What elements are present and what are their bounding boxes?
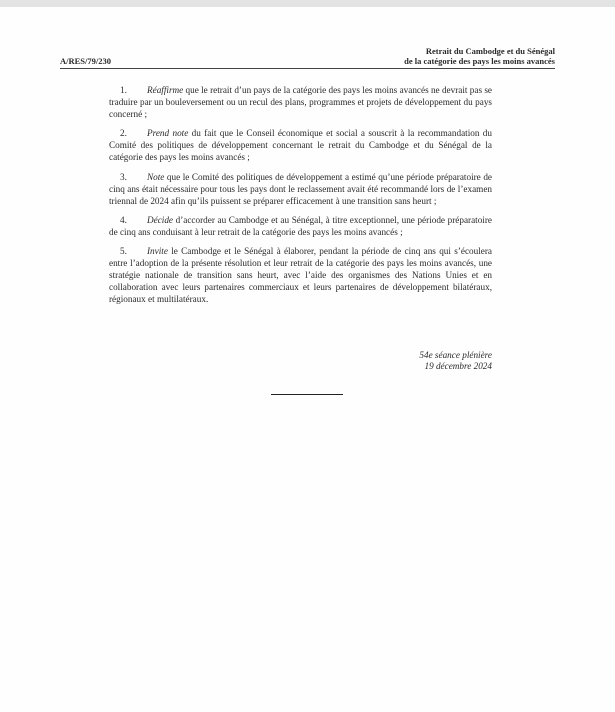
paragraph-2 [109,127,492,163]
signoff [419,350,492,372]
top-bar [0,0,615,7]
operative-verb: Décide [147,214,174,225]
paragraph-text: que le retrait d’un pays de la catégorie des pays les moins avancés ne devrait pas se traduire par un bouleversement ou un recul des plans, programmes et projets de développement du pays concerné ; [109,85,492,120]
paragraph-1 [109,84,492,120]
operative-verb: Note [147,171,165,182]
date-label: 19 décembre 2024 [424,361,492,371]
paragraph-3 [109,171,492,207]
paragraph-number: 4. [120,214,127,225]
document-header [60,45,555,69]
paragraph-text: que le Comité des politiques de développement a estimé qu’une période préparatoire de cinq ans était nécessaire pour tous les pays dont le reclassement avait été recommandé lors de l’examen triennal de 2024 afin qu’ils puissent se préparer efficacement à une transition sans heurt ; [109,171,492,206]
paragraph-number: 5. [120,246,127,257]
paragraph-5 [109,245,492,305]
paragraph-number: 2. [120,128,127,139]
title-line-1: Retrait du Cambodge et du Sénégal [425,46,555,56]
document-title [404,46,555,66]
title-line-2: de la catégorie des pays les moins avancés [404,56,555,66]
paragraph-4 [109,214,492,238]
document-symbol: A/RES/79/230 [60,56,112,66]
document-body [109,84,492,313]
paragraph-text: d’accorder au Cambodge et au Sénégal, à titre exceptionnel, une période préparatoire de cinq ans conduisant à leur retrait de la catégorie des pays les moins avancés ; [109,214,492,237]
paragraph-text: le Cambodge et le Sénégal à élaborer, pendant la période de cinq ans qui s’écoulera entre l’adoption de la présente résolution et leur retrait de la catégorie des pays les moins avancés, une stratégie nationale de transition sans heurt, avec l’aide des organismes des Nations Unies et en collaboration avec leurs partenaires commerciaux et leurs partenaires de développement bilatéraux, régionaux et multilatéraux. [109,246,492,305]
paragraph-number: 1. [120,85,127,95]
operative-verb: Invite [147,246,168,257]
paragraph-number: 3. [120,171,127,182]
end-rule [271,394,343,395]
meeting-label: 54e séance plénière [419,350,492,360]
operative-verb: Prend note [147,128,189,139]
operative-verb: Réaffirme [147,85,184,95]
paragraph-text: du fait que le Conseil économique et social a souscrit à la recommandation du Comité des politiques de développement concernant le retrait du Cambodge et du Sénégal de la catégorie des pays les moins avancés ; [109,128,492,163]
